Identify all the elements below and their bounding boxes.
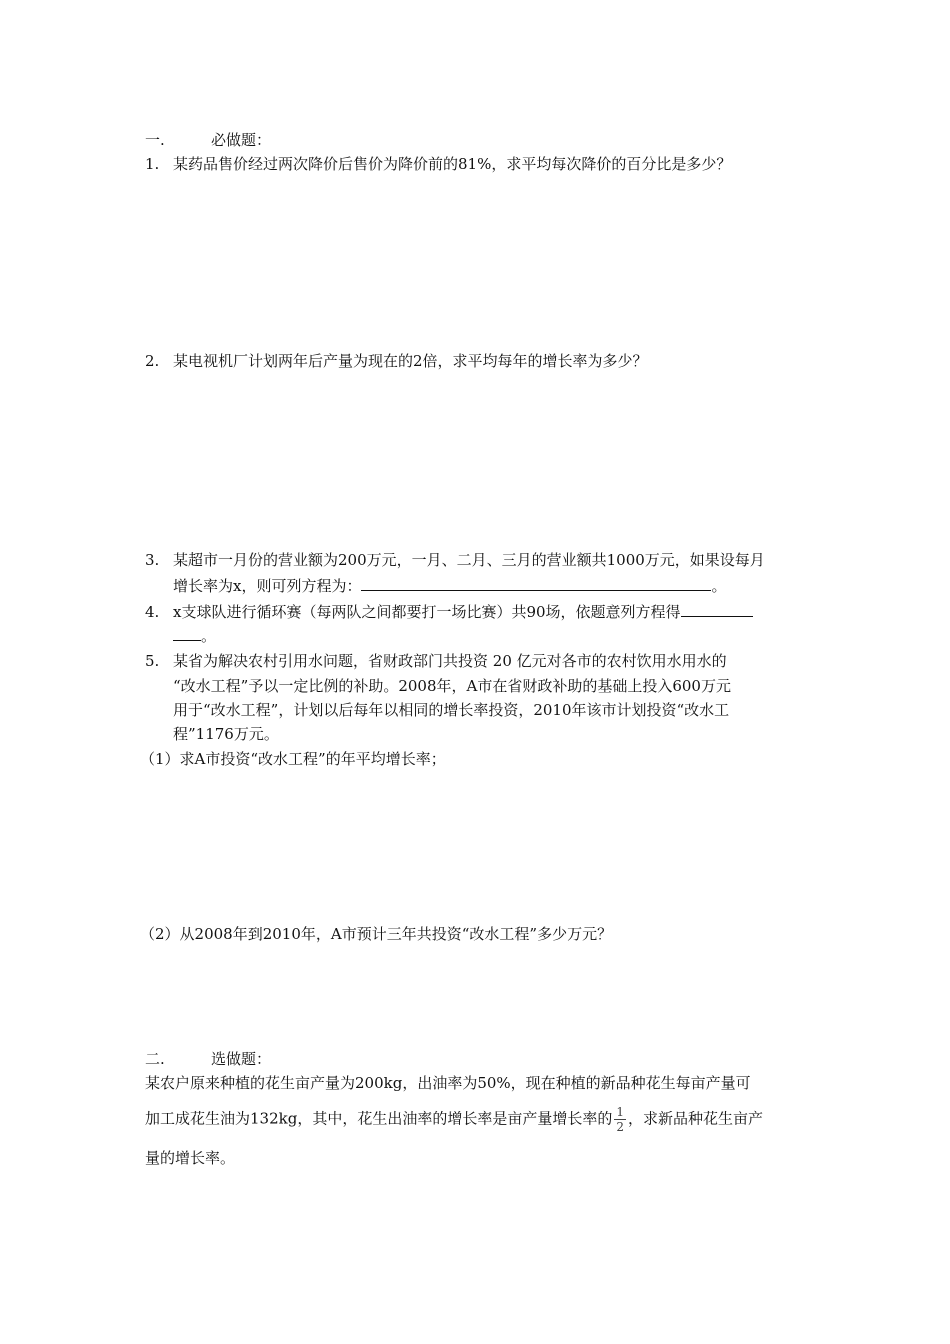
optional-question-line-2-end: ，求新品种花生亩产: [627, 1109, 763, 1128]
question-5-line-3: 用于“改水工程”，计划以后每年以相同的增长率投资，2010年该市计划投资“改水工: [173, 701, 730, 719]
one-half-fraction: [614, 1105, 626, 1134]
question-5-line-4: 程”1176万元。: [173, 725, 279, 743]
question-4-answer-blank-part-1[interactable]: [681, 600, 753, 617]
question-4-line-2-end: 。: [201, 627, 217, 645]
question-1-text: 某药品售价经过两次降价后售价为降价前的81%，求平均每次降价的百分比是多少？: [173, 155, 732, 173]
fraction-denominator: 2: [616, 1120, 624, 1134]
question-3-number: 3.: [145, 551, 160, 569]
optional-question-line-3: 量的增长率。: [145, 1149, 236, 1167]
optional-question-line-1: 某农户原来种植的花生亩产量为200kg，出油率为50%，现在种植的新品种花生每亩产量可: [145, 1074, 751, 1092]
optional-question-line-2-text: 加工成花生油为132kg，其中，花生出油率的增长率是亩产量增长率的: [145, 1109, 613, 1128]
question-3-line-2: [173, 574, 726, 598]
question-5-subquestion-2: （2）从2008年到2010年，A市预计三年共投资“改水工程”多少万元？: [140, 925, 613, 943]
question-3-line-2-end: 。: [711, 577, 727, 595]
section-two-number: 二.: [145, 1050, 165, 1068]
question-2-text: 某电视机厂计划两年后产量为现在的2倍，求平均每年的增长率为多少？: [173, 352, 648, 370]
section-two-heading: [145, 1047, 271, 1071]
question-5-subquestion-1: （1）求A市投资“改水工程”的年平均增长率；: [140, 750, 446, 768]
question-3-line-1: 某超市一月份的营业额为200万元，一月、二月、三月的营业额共1000万元，如果设每月: [173, 551, 765, 569]
question-5-line-1: 某省为解决农村引用水问题，省财政部门共投资 20 亿元对各市的农村饮用水用水的: [173, 652, 727, 670]
question-4-line-2: [173, 624, 216, 648]
question-4-number: 4.: [145, 603, 160, 621]
optional-question-line-2: [145, 1105, 763, 1134]
section-one-number: 一.: [145, 131, 165, 149]
question-4-answer-blank-part-2[interactable]: [173, 624, 201, 641]
question-3-line-2-text: 增长率为x，则可列方程为：: [173, 577, 362, 595]
question-2-number: 2.: [145, 352, 160, 370]
section-two-title: 选做题：: [211, 1050, 272, 1068]
question-3-answer-blank[interactable]: [361, 574, 711, 591]
section-one-title: 必做题：: [211, 131, 272, 149]
question-1-number: 1.: [145, 155, 160, 173]
section-one-heading: [145, 128, 271, 152]
question-5-number: 5.: [145, 652, 160, 670]
question-4-line-1-text: x支球队进行循环赛（每两队之间都要打一场比赛）共90场，依题意列方程得: [173, 603, 681, 621]
question-4-line-1: [173, 600, 753, 624]
question-5-line-2: “改水工程”予以一定比例的补助。2008年，A市在省财政补助的基础上投入600万元: [173, 677, 731, 695]
fraction-numerator: 1: [616, 1105, 624, 1119]
